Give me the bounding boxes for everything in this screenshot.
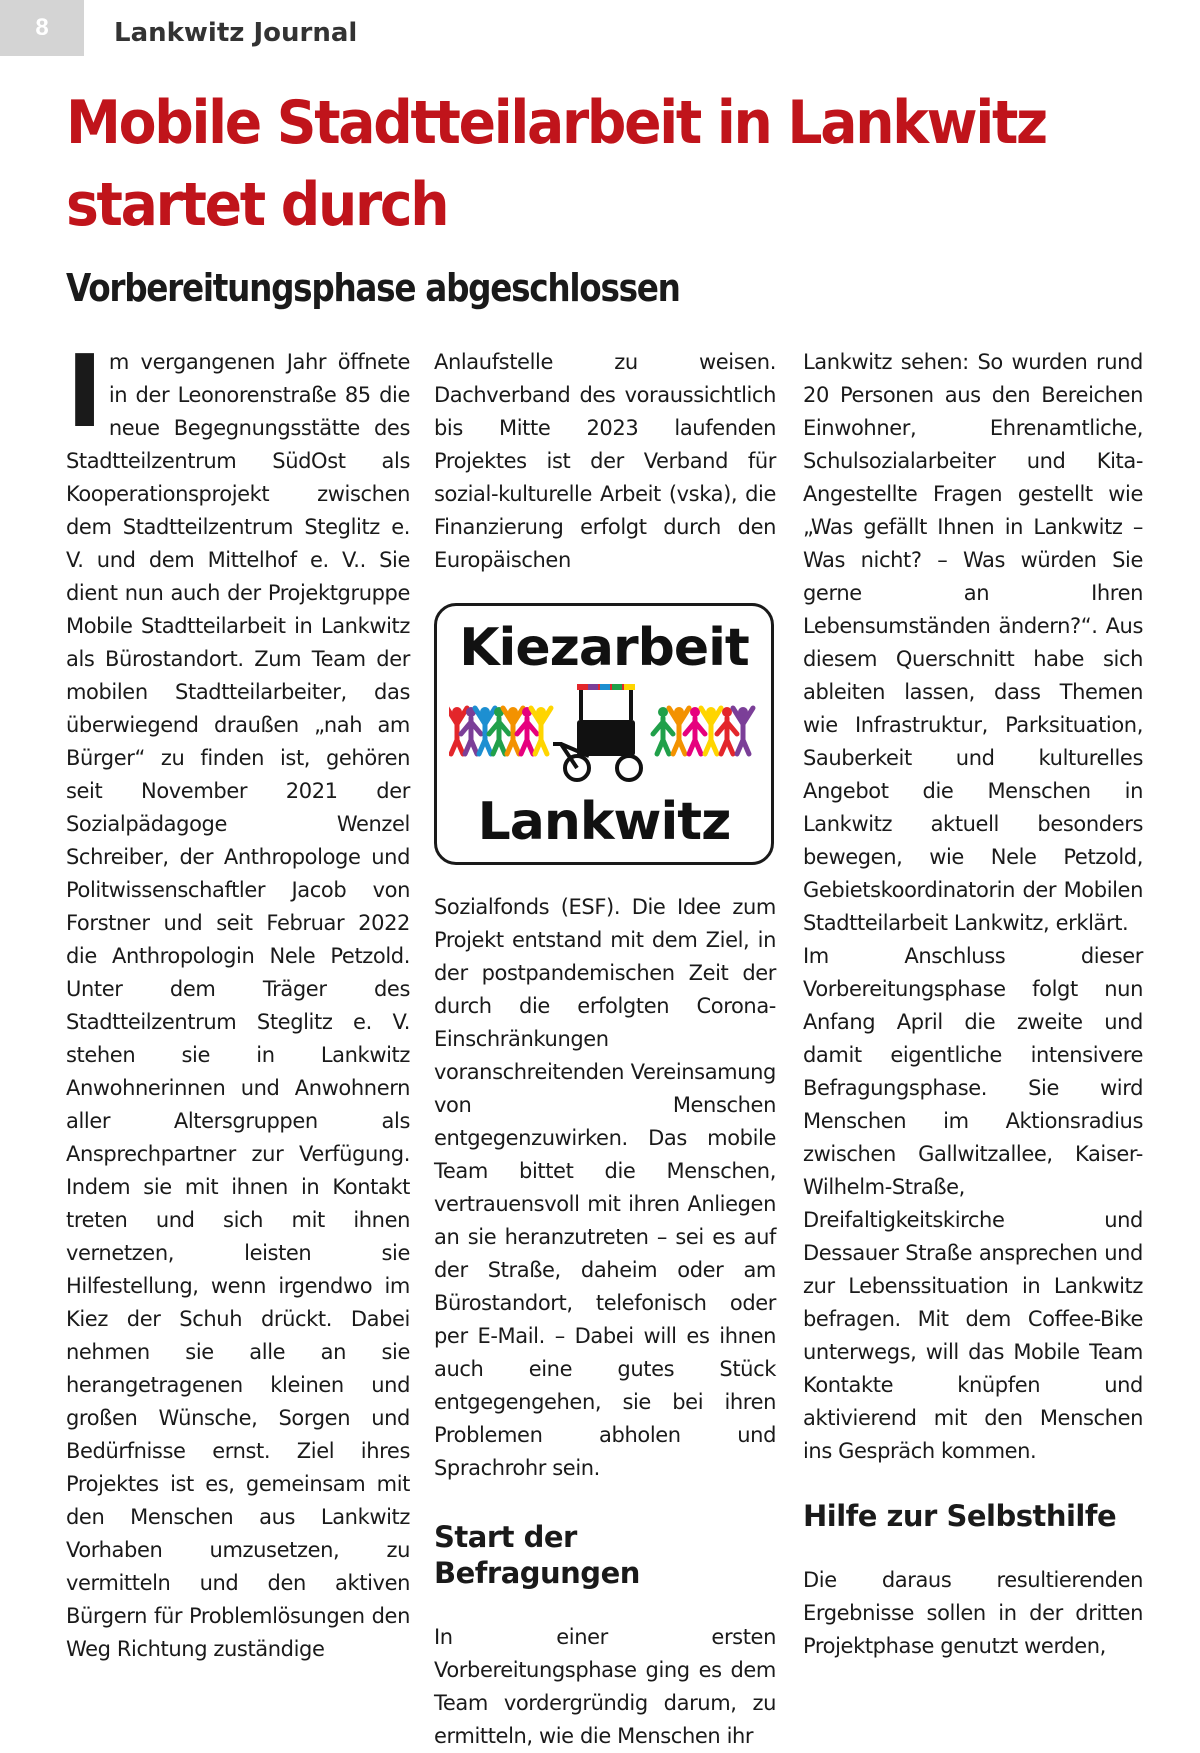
col3-text-c: Die daraus resultierenden Ergebnisse sollen in der dritten Projektphase genutzt werden, xyxy=(803,1568,1143,1658)
logo-top-text: Kiezarbeit xyxy=(459,618,749,678)
page-number: 8 xyxy=(35,14,49,41)
col2-text-c: In einer ersten Vorbereitungsphase ging es dem Team vordergründig darum, zu ermitteln, wie die Menschen ihr xyxy=(434,1625,776,1748)
article-title: Mobile Stadtteilarbeit in Lankwitz startet durch xyxy=(66,88,1046,240)
article-column-2 xyxy=(434,346,776,1753)
section-heading-selbsthilfe: Hilfe zur Selbsthilfe xyxy=(803,1499,1117,1533)
logo-bottom-text: Lankwitz xyxy=(477,792,731,852)
article-subtitle: Vorbereitungsphase abgeschlossen xyxy=(66,266,680,310)
kiezarbeit-lankwitz-logo xyxy=(434,603,774,865)
article-column-3 xyxy=(803,346,1143,1663)
page-number-tab xyxy=(0,0,84,56)
article-column-1 xyxy=(66,333,410,1666)
paragraph-intro xyxy=(66,333,410,1666)
col2-text-a: Anlaufstelle zu weisen. Dachverband des voraussichtlich bis Mitte 2023 laufenden Projektes ist der Verband für sozial-kulturelle Arbeit (vska), die Finanzierung erfolgt durch den Europäischen xyxy=(434,350,776,572)
logo-people-bike-illustration xyxy=(449,684,761,784)
coffee-bike-icon xyxy=(553,684,641,780)
people-figures-right xyxy=(653,707,753,754)
col1-text: m vergangenen Jahr öffnete in der Leonorenstraße 85 die neue Begegnungsstätte des Stadtteilzentrum SüdOst als Kooperationsprojekt zwischen dem Stadtteilzentrum Steglitz e. V. und dem Mittelhof e. V.. Sie dient nun auch der Projektgruppe Mobile Stadtteilarbeit in Lankwitz als Bürostandort. Zum Team der mobilen Stadtteilarbeiter, das überwiegend draußen „nah am Bürger“ zu finden ist, gehören seit November 2021 der Sozialpädagoge Wenzel Schreiber, der Anthropologe und Politwissenschaftler Jacob von Forstner und seit Februar 2022 die Anthropologin Nele Petzold. Unter dem Träger des Stadtteilzentrum Steglitz e. V. stehen sie in Lankwitz Anwohnerinnen und Anwohnern aller Altersgruppen als Ansprechpartner zur Verfügung. Indem sie mit ihnen in Kontakt treten und sich mit ihnen vernetzen, leisten sie Hilfestellung, wenn irgendwo im Kiez der Schuh drückt. Dabei nehmen sie alle an sie herangetragenen kleinen und großen Wünsche, Sorgen und Bedürfnisse ernst. Ziel ihres Projektes ist es, gemeinsam mit den Menschen aus Lankwitz Vorhaben umzusetzen, zu vermitteln und den aktiven Bürgern für Problemlösungen den Weg Richtung zuständige xyxy=(66,350,410,1661)
people-figures-left xyxy=(449,707,551,754)
col2-text-b: Sozialfonds (ESF). Die Idee zum Projekt entstand mit dem Ziel, in der postpandemischen Zeit der durch die erfolgten Corona-Einschränkungen voranschreitenden Vereinsamung von Menschen entgegenzuwirken. Das mobile Team bittet die Menschen, vertrauensvoll mit ihren Anliegen an sie heranzutreten – sei es auf der Straße, daheim oder am Bürostandort, telefonisch oder per E-Mail. – Dabei will es ihnen auch eine gutes Stück entgegengehen, sie bei ihren Problemen abholen und Sprachrohr sein. xyxy=(434,895,776,1480)
dropcap: I xyxy=(66,333,103,450)
section-heading-befragungen: Start der Befragungen xyxy=(434,1520,640,1590)
journal-name: Lankwitz Journal xyxy=(114,18,358,48)
col3-text-a: Lankwitz sehen: So wurden rund 20 Personen aus den Bereichen Einwohner, Ehrenamtliche, Schulsozialarbeiter und Kita-Angestellte Fragen gestellt wie „Was gefällt Ihnen in Lankwitz – Was nicht? – Was würden Sie gerne an Ihren Lebensumständen ändern?“. Aus diesem Querschnitt habe sich ableiten lassen, dass Themen wie Infrastruktur, Parksituation, Sauberkeit und kulturelles Angebot die Menschen in Lankwitz aktuell besonders bewegen, wie Nele Petzold, Gebietskoordinatorin der Mobilen Stadtteilarbeit Lankwitz, erklärt. xyxy=(803,350,1143,935)
col3-text-b: Im Anschluss dieser Vorbereitungsphase folgt nun Anfang April die zweite und damit eigentliche intensivere Befragungsphase. Sie wird Menschen im Aktionsradius zwischen Gallwitzallee, Kaiser-Wilhelm-Straße, Dreifaltigkeitskirche und Dessauer Straße ansprechen und zur Lebenssituation in Lankwitz befragen. Mit dem Coffee-Bike unterwegs, will das Mobile Team Kontakte knüpfen und aktivierend mit den Menschen ins Gespräch kommen. xyxy=(803,944,1143,1463)
